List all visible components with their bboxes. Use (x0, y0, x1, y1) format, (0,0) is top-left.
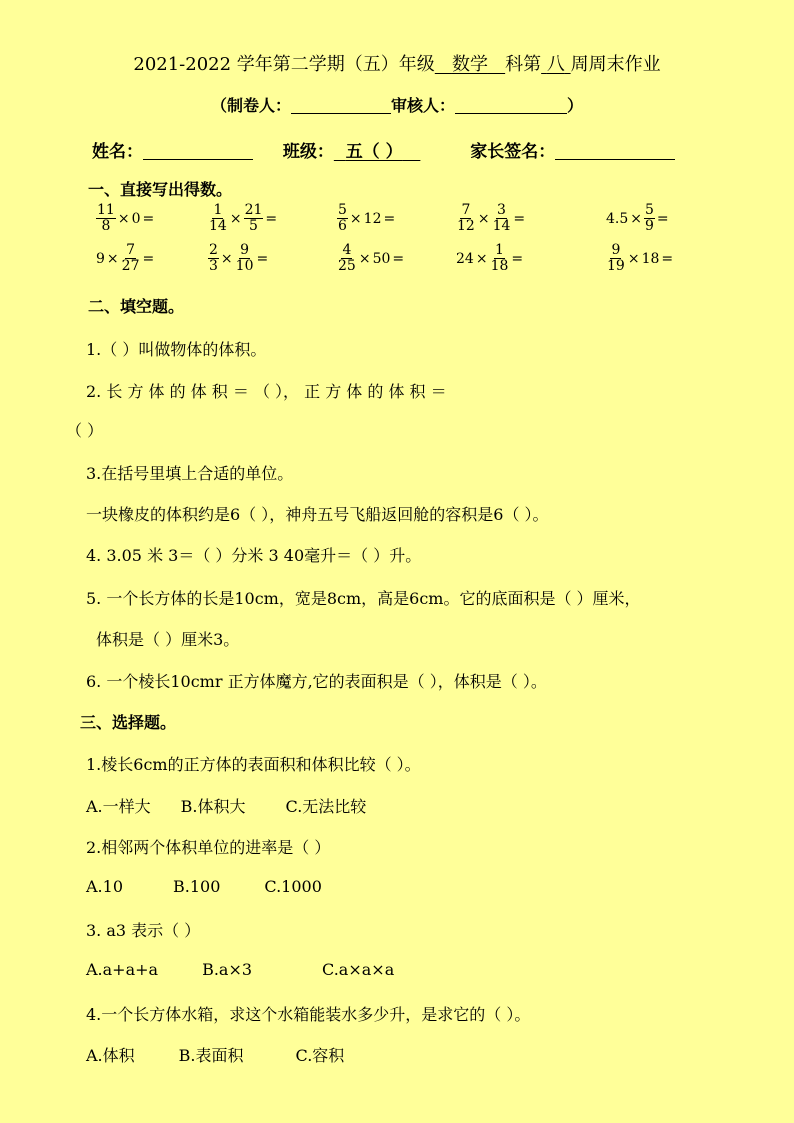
operator: × (477, 210, 490, 227)
choice-q1[interactable]: 1.棱长6cm的正方体的表面积和体积比较（ ）。 (86, 755, 421, 774)
operator: × (349, 210, 362, 227)
fill-q4[interactable]: 4. 3.05 米 3＝（ ）分米 3 40毫升＝（ ）升。 (86, 546, 422, 565)
maker-reviewer-line (0, 93, 794, 116)
option-c[interactable]: C.无法比较 (285, 797, 367, 816)
name-blank[interactable] (143, 143, 253, 160)
fraction (208, 203, 228, 234)
choice-q2[interactable]: 2.相邻两个体积单位的进率是（ ） (86, 838, 331, 857)
operand: 50 (372, 250, 391, 267)
denominator: 19 (607, 258, 625, 274)
fraction (96, 203, 116, 234)
numerator: 1 (495, 242, 504, 258)
choice-q4[interactable]: 4.一个长方体水箱，求这个水箱能装水多少升，是求它的（ ）。 (86, 1005, 531, 1024)
week-text: 八 (546, 54, 565, 75)
denominator: 18 (490, 258, 509, 274)
equals-sign: = (661, 250, 674, 267)
numerator: 21 (244, 202, 263, 218)
fraction (456, 203, 476, 234)
numerator: 9 (611, 242, 621, 258)
calc-expression[interactable] (337, 243, 406, 274)
numerator: 7 (126, 242, 136, 258)
fill-q6[interactable]: 6. 一个棱长10cmr 正方体魔方,它的表面积是（ ），体积是（ ）。 (86, 672, 547, 691)
operator: × (627, 250, 640, 267)
equals-sign: = (392, 250, 405, 267)
operator: × (106, 250, 119, 267)
parent-signature-blank[interactable] (555, 143, 675, 160)
reviewer-blank[interactable] (455, 97, 567, 114)
denominator: 25 (338, 258, 356, 274)
calc-expression[interactable] (456, 243, 525, 274)
denominator: 6 (338, 218, 347, 234)
denominator: 8 (101, 218, 111, 234)
numerator: 7 (461, 202, 471, 218)
operator: × (630, 210, 642, 227)
operand: 18 (641, 250, 660, 267)
subject-text: 数学 (451, 54, 488, 75)
option-a[interactable]: A.a+a+a (86, 960, 159, 979)
denominator: 5 (249, 218, 258, 234)
section1-title: 一、直接写出得数。 (88, 180, 233, 199)
choice-q3[interactable]: 3. a3 表示（ ） (86, 921, 201, 940)
fill-q2-line1[interactable]: 2. 长 方 体 的 体 积 ＝ （ ）， 正 方 体 的 体 积 ＝ (86, 382, 447, 401)
numerator: 9 (240, 242, 250, 258)
equals-sign: = (265, 210, 278, 227)
page-title (0, 50, 794, 76)
operator: × (220, 250, 233, 267)
equals-sign: = (142, 210, 155, 227)
numerator: 2 (209, 242, 218, 258)
operator: × (117, 210, 130, 227)
operator: × (358, 250, 371, 267)
fill-q5-line1[interactable]: 5. 一个长方体的长是10cm，宽是8cm，高是6cm。它的底面积是（ ）厘米， (86, 589, 641, 608)
choice-q3-options (86, 960, 394, 979)
fill-q1[interactable]: 1.（ ）叫做物体的体积。 (86, 340, 267, 359)
fill-q3-line2[interactable]: 一块橡皮的体积约是6（ ），神舟五号飞船返回舱的容积是6（ ）。 (86, 505, 549, 524)
denominator: 10 (235, 258, 254, 274)
operator: × (229, 210, 242, 227)
numerator: 3 (497, 202, 506, 218)
option-b[interactable]: B.100 (173, 877, 221, 896)
calc-expression[interactable] (96, 243, 156, 274)
week-value (541, 54, 570, 75)
equals-sign: = (513, 210, 526, 227)
equals-sign: = (511, 250, 524, 267)
calc-expression[interactable] (456, 203, 527, 234)
class-value[interactable]: 五（ ） (345, 142, 403, 162)
fraction (644, 203, 655, 234)
title-mid: 科第 (505, 54, 542, 75)
student-info-row (92, 137, 675, 162)
fraction (492, 203, 512, 234)
fraction (235, 243, 255, 274)
fraction (337, 203, 348, 234)
numerator: 5 (645, 202, 654, 218)
option-c[interactable]: C.1000 (264, 877, 322, 896)
section3-title: 三、选择题。 (80, 713, 177, 732)
operand: 0 (131, 210, 141, 227)
option-b[interactable]: B.体积大 (180, 797, 246, 816)
calc-expression[interactable] (208, 243, 270, 274)
title-prefix: 2021-2022 学年第二学期（五）年级 (133, 54, 435, 75)
name-label: 姓名： (92, 142, 143, 162)
calc-expression[interactable] (208, 203, 279, 234)
numerator: 1 (213, 202, 223, 218)
subject-value (435, 54, 505, 75)
fraction (337, 243, 357, 274)
class-label: 班级： (282, 142, 334, 162)
denominator: 14 (209, 218, 227, 234)
fraction (606, 243, 626, 274)
fill-q2-line2[interactable]: （ ） (66, 421, 104, 440)
denominator: 3 (209, 258, 218, 274)
option-a[interactable]: A.一样大 (86, 797, 151, 816)
maker-blank[interactable] (291, 97, 391, 114)
option-c[interactable]: C.容积 (295, 1046, 345, 1065)
operand: 12 (363, 210, 382, 227)
fraction (208, 243, 219, 274)
operand: 4.5 (606, 210, 629, 227)
denominator: 9 (645, 218, 654, 234)
equals-sign: = (383, 210, 396, 227)
parent-label: 家长签名： (470, 142, 556, 162)
section2-title: 二、填空题。 (88, 297, 185, 316)
operand: 24 (456, 250, 474, 267)
close-paren: ） (567, 96, 584, 115)
calc-expression[interactable] (96, 203, 156, 234)
maker-label: （制卷人： (210, 96, 291, 115)
fill-q5-line2[interactable]: 体积是（ ）厘米3。 (96, 630, 240, 649)
fill-q3: 3.在括号里填上合适的单位。 (86, 464, 294, 483)
option-c[interactable]: C.a×a×a (322, 960, 395, 979)
calc-expression[interactable] (337, 203, 397, 234)
equals-sign: = (256, 250, 269, 267)
fraction (121, 243, 141, 274)
choice-q4-options (86, 1043, 344, 1066)
title-suffix: 周周末作业 (570, 54, 661, 75)
numerator: 5 (338, 202, 347, 218)
fraction (244, 203, 264, 234)
option-a[interactable]: A.10 (86, 877, 123, 896)
denominator: 27 (121, 258, 140, 274)
choice-q1-options (86, 794, 366, 817)
numerator: 11 (97, 202, 115, 218)
fraction (490, 243, 510, 274)
option-a[interactable]: A.体积 (86, 1046, 135, 1065)
equals-sign: = (656, 210, 669, 227)
option-b[interactable]: B.表面积 (178, 1046, 244, 1065)
operator: × (475, 250, 488, 267)
denominator: 14 (492, 218, 511, 234)
numerator: 4 (342, 242, 352, 258)
calc-expression[interactable] (606, 243, 675, 274)
equals-sign: = (142, 250, 155, 267)
choice-q2-options (86, 877, 322, 896)
denominator: 12 (457, 218, 475, 234)
reviewer-label: 审核人： (390, 96, 455, 115)
operand: 9 (96, 250, 105, 267)
option-b[interactable]: B.a×3 (202, 960, 253, 979)
calc-expression[interactable] (606, 203, 671, 234)
